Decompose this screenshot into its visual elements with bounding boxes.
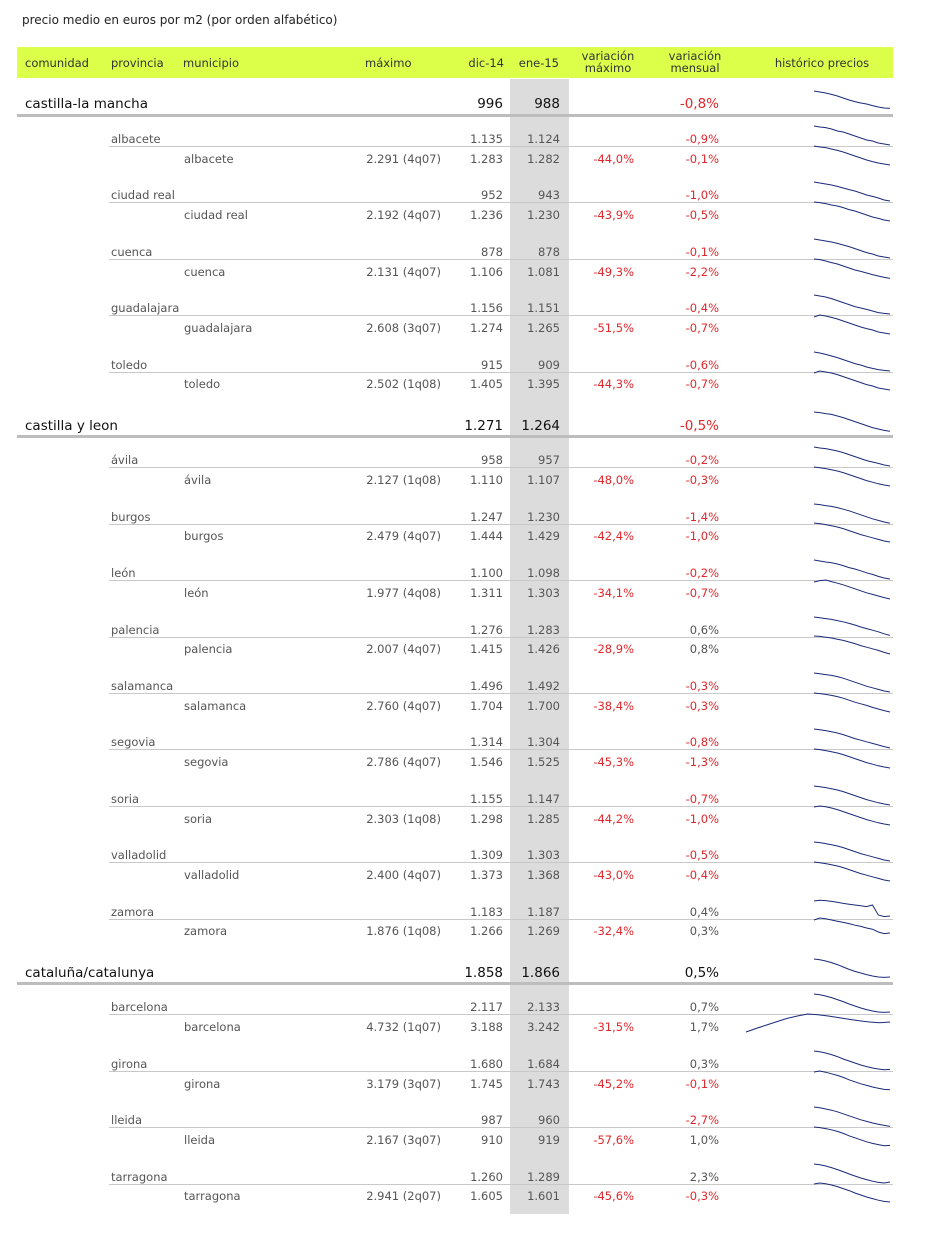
sparkline-series: [814, 693, 890, 712]
variacion-mensual-value: 0,7%: [689, 1000, 719, 1014]
ene15-value: 1.230: [527, 510, 560, 524]
dic14-value: 958: [481, 453, 503, 467]
header-variacion-maximo: [573, 50, 643, 74]
variacion-maximo-value: -43,0%: [593, 868, 634, 882]
dic14-value: 1.110: [470, 473, 503, 487]
ene15-value: 1.395: [527, 377, 560, 391]
maximo-value: 1.977 (4q08): [366, 586, 441, 600]
variacion-mensual-value: -2,2%: [685, 265, 719, 279]
dic14-value: 910: [481, 1133, 503, 1147]
maximo-value: 2.192 (4q07): [366, 208, 441, 222]
ene15-value: 1.525: [527, 755, 560, 769]
ene15-value: 1.601: [527, 1189, 560, 1203]
ene15-value: 1.429: [527, 529, 560, 543]
maximo-value: 2.303 (1q08): [366, 812, 441, 826]
provincia-name: lleida: [111, 1113, 143, 1127]
header-historico: histórico precios: [774, 56, 870, 70]
ene15-value: 1.743: [527, 1077, 560, 1091]
dic14-value: 1.100: [470, 566, 503, 580]
provincia-underline: [109, 259, 893, 260]
variacion-mensual-value: -0,1%: [685, 1077, 719, 1091]
variacion-mensual-value: -0,9%: [685, 132, 719, 146]
ene15-value: 1.368: [527, 868, 560, 882]
municipio-name: lleida: [184, 1133, 216, 1147]
header-var-max-line2: máximo: [584, 61, 632, 75]
municipio-name: guadalajara: [184, 321, 253, 335]
provincia-name: segovia: [111, 735, 156, 749]
maximo-value: 2.502 (1q08): [366, 377, 441, 391]
sparkline-series: [814, 1051, 890, 1070]
ene15-value: 960: [538, 1113, 560, 1127]
provincia-underline: [109, 693, 893, 694]
variacion-mensual-value: -0,7%: [685, 586, 719, 600]
historico-sparkline: [812, 916, 892, 940]
dic14-value: 1.183: [470, 905, 503, 919]
provincia-name: valladolid: [111, 848, 167, 862]
provincia-name: león: [111, 566, 136, 580]
dic14-value: 1.309: [470, 848, 503, 862]
ene15-value: 1.289: [527, 1170, 560, 1184]
sparkline-series: [814, 126, 890, 145]
variacion-mensual-value: 0,4%: [689, 905, 719, 919]
historico-sparkline: [812, 747, 892, 771]
provincia-underline: [109, 315, 893, 316]
municipio-name: león: [184, 586, 209, 600]
comunidad-name: castilla-la mancha: [25, 96, 148, 112]
provincia-underline: [109, 806, 893, 807]
dic14-value: 1.415: [470, 642, 503, 656]
ene15-value: 1.098: [527, 566, 560, 580]
page-caption: precio medio en euros por m2 (por orden alfabético): [22, 13, 338, 27]
provincia-underline: [109, 372, 893, 373]
sparkline-series: [814, 1183, 890, 1202]
municipio-name: burgos: [184, 529, 224, 543]
maximo-value: 2.131 (4q07): [366, 265, 441, 279]
historico-sparkline: [812, 860, 892, 884]
maximo-value: 2.291 (4q07): [366, 152, 441, 166]
ene15-value: 1.684: [527, 1057, 560, 1071]
municipio-name: toledo: [184, 377, 221, 391]
variacion-mensual-value: -0,4%: [685, 301, 719, 315]
provincia-underline: [109, 202, 893, 203]
variacion-mensual-value: -0,1%: [685, 245, 719, 259]
historico-sparkline: [812, 691, 892, 715]
variacion-maximo-value: -51,5%: [593, 321, 634, 335]
variacion-maximo-value: -44,2%: [593, 812, 634, 826]
sparkline-series: [814, 259, 890, 278]
maximo-value: 2.400 (4q07): [366, 868, 441, 882]
provincia-underline: [109, 1071, 893, 1072]
variacion-mensual-value: -0,8%: [685, 735, 719, 749]
municipio-name: palencia: [184, 642, 233, 656]
municipio-name: soria: [184, 812, 212, 826]
dic14-value: 1.405: [470, 377, 503, 391]
maximo-value: 2.941 (2q07): [366, 1189, 441, 1203]
provincia-name: cuenca: [111, 245, 153, 259]
municipio-name: salamanca: [184, 699, 247, 713]
sparkline-series: [814, 959, 890, 977]
sparkline-series: [814, 729, 890, 748]
ene15-value: 1.147: [527, 792, 560, 806]
ene15-value: 1.269: [527, 924, 560, 938]
provincia-name: zamora: [111, 905, 155, 919]
ene15-value: 1.265: [527, 321, 560, 335]
sparkline-series: [814, 842, 890, 861]
header-var-men-line2: mensual: [670, 61, 720, 75]
maximo-value: 2.786 (4q07): [366, 755, 441, 769]
sparkline-series: [814, 467, 890, 486]
dic14-value: 1.858: [464, 965, 503, 981]
historico-sparkline: [812, 1181, 892, 1205]
municipio-name: cuenca: [184, 265, 226, 279]
variacion-mensual-value: -0,7%: [685, 792, 719, 806]
provincia-underline: [109, 467, 893, 468]
dic14-value: 1.247: [470, 510, 503, 524]
variacion-mensual-value: -1,0%: [685, 529, 719, 543]
dic14-value: 1.283: [470, 152, 503, 166]
variacion-maximo-value: -45,6%: [593, 1189, 634, 1203]
ene15-value: 1.304: [527, 735, 560, 749]
dic14-value: 1.298: [470, 812, 503, 826]
variacion-maximo-value: -48,0%: [593, 473, 634, 487]
variacion-mensual-value: -1,4%: [685, 510, 719, 524]
header-dic14: dic-14: [468, 56, 504, 70]
municipio-name: tarragona: [184, 1189, 241, 1203]
provincia-name: burgos: [111, 510, 151, 524]
ene15-value: 1.303: [527, 586, 560, 600]
municipio-name: ávila: [184, 473, 212, 487]
sparkline-series: [814, 1127, 890, 1146]
provincia-underline: [109, 862, 893, 863]
header-var-men-line1: variación: [668, 49, 722, 63]
header-ene15: ene-15: [518, 56, 559, 70]
ene15-value: 1.124: [527, 132, 560, 146]
dic14-value: 1.266: [470, 924, 503, 938]
provincia-name: ávila: [111, 453, 139, 467]
dic14-value: 1.260: [470, 1170, 503, 1184]
sparkline-series: [814, 806, 890, 825]
variacion-mensual-value: -2,7%: [685, 1113, 719, 1127]
variacion-maximo-value: -57,6%: [593, 1133, 634, 1147]
dic14-value: 1.373: [470, 868, 503, 882]
dic14-value: 1.311: [470, 586, 503, 600]
maximo-value: 2.007 (4q07): [366, 642, 441, 656]
ene15-value: 1.283: [527, 623, 560, 637]
provincia-underline: [109, 919, 893, 920]
variacion-mensual-value: -0,3%: [685, 679, 719, 693]
ene15-value: 1.492: [527, 679, 560, 693]
comunidad-separator: [17, 982, 893, 985]
comunidad-separator: [17, 114, 893, 117]
variacion-mensual-value: -1,0%: [685, 812, 719, 826]
sparkline-series: [746, 1014, 890, 1032]
historico-sparkline: [812, 144, 892, 168]
dic14-value: 2.117: [470, 1000, 503, 1014]
ene15-value: 1.081: [527, 265, 560, 279]
provincia-underline: [109, 580, 893, 581]
sparkline-series: [814, 918, 890, 934]
historico-sparkline: [812, 957, 892, 981]
ene15-value: 3.242: [527, 1020, 560, 1034]
historico-sparkline: [812, 521, 892, 545]
ene15-value: 1.282: [527, 152, 560, 166]
ene15-value: 1.264: [521, 418, 560, 434]
maximo-value: 1.876 (1q08): [366, 924, 441, 938]
historico-sparkline: [812, 257, 892, 281]
municipio-name: segovia: [184, 755, 229, 769]
provincia-name: tarragona: [111, 1170, 168, 1184]
ene15-value: 1.230: [527, 208, 560, 222]
provincia-name: ciudad real: [111, 188, 175, 202]
provincia-underline: [109, 146, 893, 147]
sparkline-series: [814, 749, 890, 768]
dic14-value: 1.605: [470, 1189, 503, 1203]
header-variacion-mensual: [660, 50, 730, 74]
provincia-name: palencia: [111, 623, 160, 637]
dic14-value: 1.271: [464, 418, 503, 434]
provincia-underline: [109, 1184, 893, 1185]
table-header: [17, 47, 893, 78]
ene15-value: 1.426: [527, 642, 560, 656]
historico-sparkline: [812, 634, 892, 658]
ene15-value: 1.187: [527, 905, 560, 919]
provincia-underline: [109, 749, 893, 750]
municipio-name: valladolid: [184, 868, 240, 882]
variacion-mensual-value: -1,0%: [685, 188, 719, 202]
variacion-maximo-value: -45,2%: [593, 1077, 634, 1091]
historico-sparkline: [744, 1012, 892, 1036]
variacion-maximo-value: -28,9%: [593, 642, 634, 656]
sparkline-series: [814, 239, 890, 258]
dic14-value: 878: [481, 245, 503, 259]
dic14-value: 1.444: [470, 529, 503, 543]
historico-sparkline: [812, 578, 892, 602]
dic14-value: 1.135: [470, 132, 503, 146]
variacion-maximo-value: -32,4%: [593, 924, 634, 938]
maximo-value: 3.179 (3q07): [366, 1077, 441, 1091]
dic14-value: 996: [477, 96, 503, 112]
variacion-mensual-value: -0,3%: [685, 473, 719, 487]
variacion-maximo-value: -45,3%: [593, 755, 634, 769]
sparkline-series: [814, 412, 890, 431]
provincia-underline: [109, 637, 893, 638]
dic14-value: 1.274: [470, 321, 503, 335]
municipio-name: ciudad real: [184, 208, 248, 222]
variacion-mensual-value: 0,8%: [689, 642, 719, 656]
dic14-value: 1.546: [470, 755, 503, 769]
variacion-maximo-value: -44,3%: [593, 377, 634, 391]
header-var-max-line1: variación: [581, 49, 635, 63]
variacion-mensual-value: -0,2%: [685, 566, 719, 580]
variacion-maximo-value: -43,9%: [593, 208, 634, 222]
ene15-value: 1.866: [521, 965, 560, 981]
dic14-value: 1.745: [470, 1077, 503, 1091]
historico-sparkline: [812, 410, 892, 434]
sparkline-series: [814, 900, 890, 916]
variacion-mensual-value: -1,3%: [685, 755, 719, 769]
maximo-value: 2.760 (4q07): [366, 699, 441, 713]
sparkline-series: [814, 636, 890, 654]
variacion-maximo-value: -44,0%: [593, 152, 634, 166]
variacion-mensual-value: -0,8%: [679, 96, 719, 112]
ene15-value: 957: [538, 453, 560, 467]
provincia-underline: [109, 524, 893, 525]
maximo-value: 2.479 (4q07): [366, 529, 441, 543]
ene15-value: 1.285: [527, 812, 560, 826]
variacion-mensual-value: 0,3%: [689, 1057, 719, 1071]
ene15-value: 909: [538, 358, 560, 372]
dic14-value: 915: [481, 358, 503, 372]
comunidad-separator: [17, 435, 893, 438]
sparkline-series: [814, 617, 890, 635]
provincia-name: soria: [111, 792, 139, 806]
variacion-mensual-value: 1,0%: [689, 1133, 719, 1147]
variacion-maximo-value: -42,4%: [593, 529, 634, 543]
sparkline-series: [814, 673, 890, 692]
provincia-name: salamanca: [111, 679, 174, 693]
variacion-mensual-value: -0,3%: [685, 699, 719, 713]
variacion-mensual-value: -0,3%: [685, 1189, 719, 1203]
header-provincia: provincia: [111, 56, 164, 70]
ene15-value: 1.700: [527, 699, 560, 713]
header-municipio: municipio: [183, 56, 240, 70]
maximo-value: 2.167 (3q07): [366, 1133, 441, 1147]
variacion-mensual-value: 0,6%: [689, 623, 719, 637]
dic14-value: 952: [481, 188, 503, 202]
ene15-value: 1.107: [527, 473, 560, 487]
variacion-mensual-value: -0,5%: [679, 418, 719, 434]
sparkline-series: [814, 1071, 890, 1090]
variacion-mensual-value: -0,5%: [685, 848, 719, 862]
variacion-mensual-value: -0,7%: [685, 321, 719, 335]
variacion-maximo-value: -49,3%: [593, 265, 634, 279]
variacion-mensual-value: 0,3%: [689, 924, 719, 938]
ene15-value: 919: [538, 1133, 560, 1147]
variacion-mensual-value: -0,2%: [685, 453, 719, 467]
sparkline-series: [814, 994, 890, 1012]
dic14-value: 1.704: [470, 699, 503, 713]
maximo-value: 4.732 (1q07): [366, 1020, 441, 1034]
variacion-mensual-value: -0,5%: [685, 208, 719, 222]
variacion-mensual-value: 1,7%: [689, 1020, 719, 1034]
municipio-name: albacete: [184, 152, 234, 166]
comunidad-name: castilla y leon: [25, 418, 118, 434]
sparkline-series: [814, 315, 890, 334]
dic14-value: 1.156: [470, 301, 503, 315]
variacion-maximo-value: -38,4%: [593, 699, 634, 713]
dic14-value: 3.188: [470, 1020, 503, 1034]
sparkline-series: [814, 91, 890, 108]
maximo-value: 2.608 (3q07): [366, 321, 441, 335]
sparkline-series: [814, 146, 890, 165]
ene15-value: 878: [538, 245, 560, 259]
historico-sparkline: [812, 313, 892, 337]
provincia-name: albacete: [111, 132, 161, 146]
provincia-name: girona: [111, 1057, 148, 1071]
ene15-value: 943: [538, 188, 560, 202]
dic14-value: 1.680: [470, 1057, 503, 1071]
historico-sparkline: [812, 200, 892, 224]
variacion-mensual-value: -0,7%: [685, 377, 719, 391]
historico-sparkline: [812, 88, 892, 112]
ene15-value: 1.303: [527, 848, 560, 862]
variacion-mensual-value: 2,3%: [689, 1170, 719, 1184]
provincia-name: barcelona: [111, 1000, 168, 1014]
sparkline-series: [814, 523, 890, 542]
dic14-value: 1.236: [470, 208, 503, 222]
variacion-maximo-value: -34,1%: [593, 586, 634, 600]
municipio-name: barcelona: [184, 1020, 241, 1034]
dic14-value: 1.155: [470, 792, 503, 806]
variacion-mensual-value: -0,4%: [685, 868, 719, 882]
historico-sparkline: [812, 465, 892, 489]
historico-sparkline: [812, 1125, 892, 1149]
sparkline-series: [814, 295, 890, 314]
variacion-mensual-value: 0,5%: [684, 965, 719, 981]
historico-sparkline: [812, 369, 892, 393]
sparkline-series: [814, 1107, 890, 1126]
comunidad-name: cataluña/catalunya: [25, 965, 155, 981]
dic14-value: 1.314: [470, 735, 503, 749]
header-maximo: máximo: [365, 56, 412, 70]
header-comunidad: comunidad: [25, 56, 89, 70]
sparkline-series: [814, 862, 890, 881]
municipio-name: girona: [184, 1077, 221, 1091]
sparkline-series: [814, 371, 890, 390]
dic14-value: 1.276: [470, 623, 503, 637]
historico-sparkline: [812, 1069, 892, 1093]
dic14-value: 1.106: [470, 265, 503, 279]
maximo-value: 2.127 (1q08): [366, 473, 441, 487]
dic14-value: 987: [481, 1113, 503, 1127]
provincia-underline: [109, 1127, 893, 1128]
provincia-name: toledo: [111, 358, 148, 372]
ene15-value: 1.151: [527, 301, 560, 315]
sparkline-series: [814, 182, 890, 201]
ene15-value: 2.133: [527, 1000, 560, 1014]
sparkline-series: [814, 447, 890, 466]
municipio-name: zamora: [184, 924, 228, 938]
historico-sparkline: [812, 804, 892, 828]
sparkline-series: [814, 580, 890, 599]
sparkline-series: [814, 202, 890, 221]
variacion-mensual-value: -0,1%: [685, 152, 719, 166]
provincia-name: guadalajara: [111, 301, 180, 315]
dic14-value: 1.496: [470, 679, 503, 693]
variacion-mensual-value: -0,6%: [685, 358, 719, 372]
variacion-maximo-value: -31,5%: [593, 1020, 634, 1034]
sparkline-series: [814, 560, 890, 579]
sparkline-series: [814, 786, 890, 805]
ene15-value: 988: [534, 96, 560, 112]
